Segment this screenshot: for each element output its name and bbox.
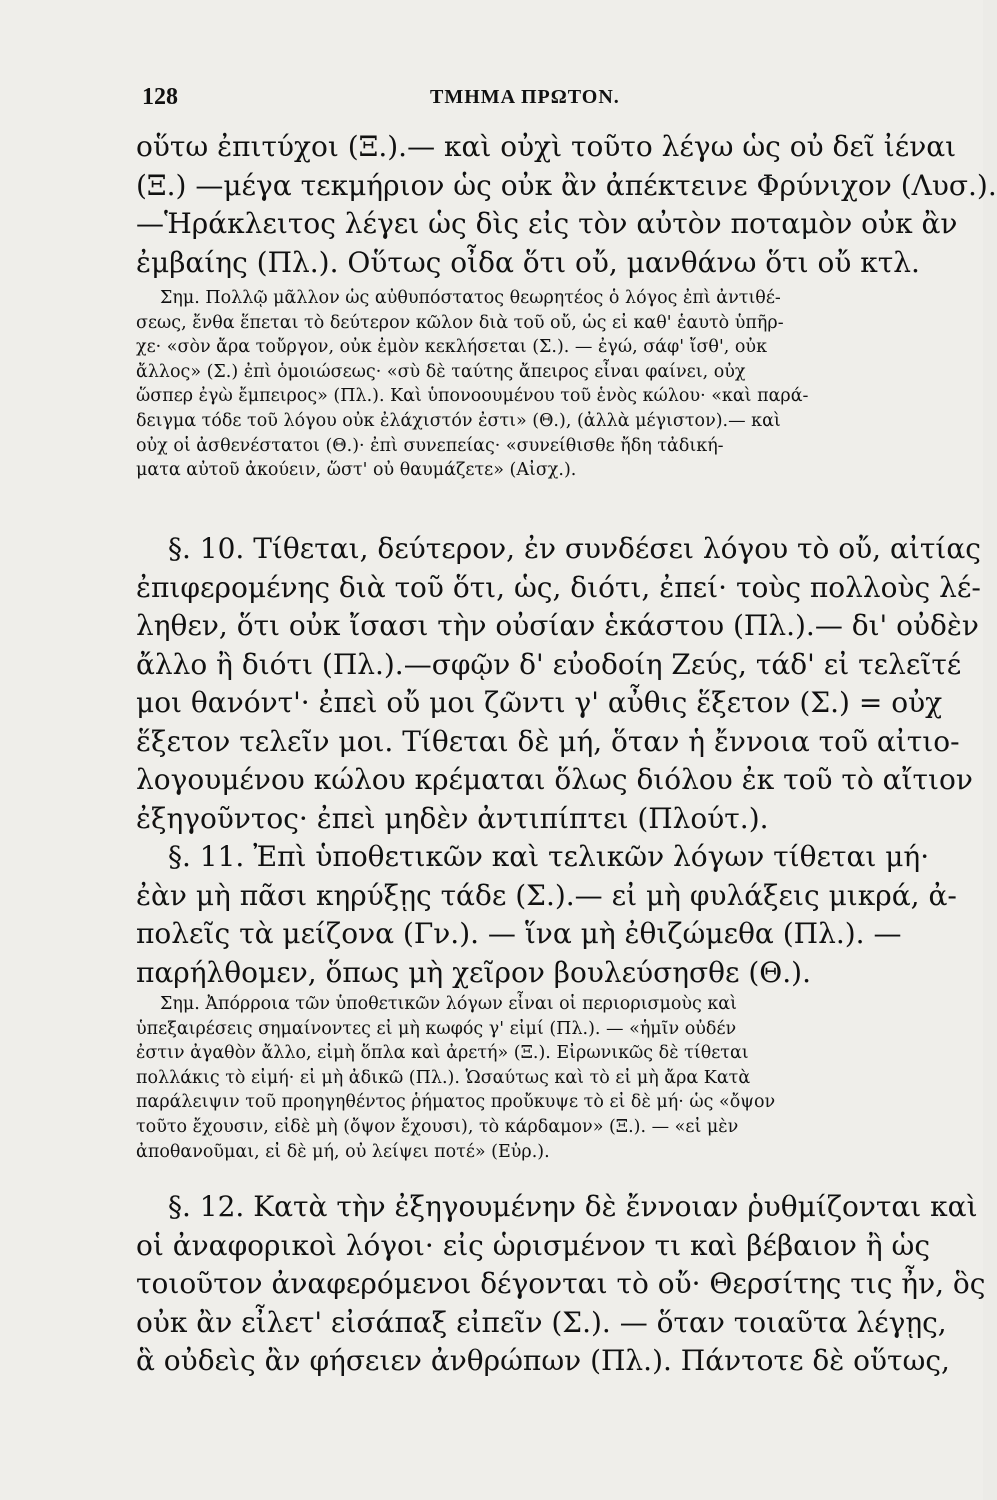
text-line: οὐκ ἂν εἶλετ' εἰσάπαξ εἰπεῖν (Σ.). — ὅταν τοιαῦτα λέγῃς, <box>136 1305 947 1339</box>
text-line: πολεῖς τὰ μείζονα (Γν.). — ἵνα μὴ ἐθιζώμεθα (Πλ.). — <box>136 917 902 950</box>
text-line: οἱ ἀναφορικοὶ λόγοι· εἰς ὡρισμένον τι καὶ βέβαιον ἢ ὡς <box>136 1228 931 1262</box>
page-number: 128 <box>142 84 178 110</box>
text-line: ἐὰν μὴ πᾶσι κηρύξῃς τάδε (Σ.).— εἰ μὴ φυλάξεις μικρά, ἀ- <box>136 878 957 912</box>
note-line: οὐχ οἱ ἀσθενέστατοι (Θ.)· ἐπὶ συνεπείας· «συνείθισθε ἤδη τἀδική- <box>136 435 724 456</box>
note-line: Σημ. Ἀπόρροια τῶν ὑποθετικῶν λόγων εἶναι οἱ περιορισμοὺς καὶ <box>160 994 737 1014</box>
text-line: τοιοῦτον ἀναφερόμενοι δέγονται τὸ οὔ· Θερσίτης τις ἦν, ὃς <box>136 1267 986 1300</box>
text-line: μοι θανόντ'· ἐπεὶ οὔ μοι ζῶντι γ' αὖθις ἕξετον (Σ.) = οὐχ <box>136 686 943 719</box>
note-line: ὑπεξαιρέσεις σημαίνοντες εἰ μὴ κωφός γ' εἰμί (Πλ.). — «ἡμῖν οὐδέν <box>136 1018 737 1039</box>
page-header <box>140 84 903 118</box>
text-line: ἄλλο ἢ διότι (Πλ.).—σφῷν δ' εὐοδοίη Ζεύς, τάδ' εἰ τελεῖτέ <box>136 647 962 681</box>
text-line: (Ξ.) —μέγα τεκμήριον ὡς οὐκ ἂν ἀπέκτεινε Φρύνιχον (Λυσ.). <box>136 168 997 202</box>
sections-10-11 <box>136 530 981 992</box>
running-title: ΤΜΗΜΑ ΠΡΩΤΟΝ. <box>430 86 620 108</box>
note-line: ἀποθανοῦμαι, εἰ δὲ μή, οὐ λείψει ποτέ» (Εὐρ.). <box>136 1141 550 1162</box>
section-10-heading-line: §. 10. Τίθεται, δεύτερον, ἐν συνδέσει λόγου τὸ οὔ, αἰτίας <box>168 532 981 565</box>
text-line: οὕτω ἐπιτύχοι (Ξ.).— καὶ οὐχὶ τοῦτο λέγω ὡς οὐ δεῖ ἰέναι <box>136 130 957 163</box>
note-line: παράλειψιν τοῦ προηγηθέντος ῥήματος προὔκυψε τὸ εἰ δὲ μή· ὡς «ὄψον <box>136 1092 776 1113</box>
note-2 <box>136 992 908 1164</box>
section-12 <box>136 1188 986 1381</box>
note-line: ἐστιν ἀγαθὸν ἄλλο, εἰμὴ ὅπλα καὶ ἀρετή» (Ξ.). Εἰρωνικῶς δὲ τίθεται <box>136 1043 749 1064</box>
text-line: παρήλθομεν, ὅπως μὴ χεῖρον βουλεύσησθε (Θ.). <box>136 955 811 989</box>
text-line: ἐμβαίης (Πλ.). Οὕτως οἶδα ὅτι οὔ, μανθάνω ὅτι οὔ κτλ. <box>136 245 920 279</box>
note-line: πολλάκις τὸ εἰμή· εἰ μὴ ἀδικῶ (Πλ.). Ὡσαύτως καὶ τὸ εἰ μὴ ἄρα Κατὰ <box>136 1067 751 1088</box>
note-line: ματα αὐτοῦ ἀκούειν, ὥστ' οὐ θαυμάζετε» (Αἰσχ.). <box>136 460 577 481</box>
text-line: —Ἡράκλειτος λέγει ὡς δὶς εἰς τὸν αὐτὸν ποταμὸν οὐκ ἂν <box>136 207 958 240</box>
note-line: τοῦτο ἔχουσιν, εἰδὲ μὴ (ὄψον ἔχουσι), τὸ κάρδαμον» (Ξ.). — «εἰ μὲν <box>136 1116 739 1137</box>
section-11-heading-line: §. 11. Ἐπὶ ὑποθετικῶν καὶ τελικῶν λόγων τίθεται μή· <box>168 840 930 873</box>
note-line: ὥσπερ ἐγὼ ἔμπειρος» (Πλ.). Καὶ ὑπονοουμένου τοῦ ἑνὸς κώλου· «καὶ παρά- <box>136 386 809 407</box>
note-line: Σημ. Πολλῷ μᾶλλον ὡς αὐθυπόστατος θεωρητέος ὁ λόγος ἐπὶ ἀντιθέ- <box>160 288 781 308</box>
note-line: ἄλλος» (Σ.) ἐπὶ ὁμοιώσεως· «σὺ δὲ ταύτης ἄπειρος εἶναι φαίνει, οὐχ <box>136 361 746 382</box>
note-line: δειγμα τόδε τοῦ λόγου οὐκ ἐλάχιστόν ἐστι» (Θ.), (ἀλλὰ μέγιστον).— καὶ <box>136 410 781 431</box>
note-line: χε· «σὸν ἄρα τοὔργον, οὐκ ἐμὸν κεκλήσεται (Σ.). — ἐγώ, σάφ' ἴσθ', οὐκ <box>136 337 768 358</box>
text-line: ἃ οὐδεὶς ἂν φήσειεν ἀνθρώπων (Πλ.). Πάντοτε δὲ οὕτως, <box>136 1344 950 1377</box>
text-line: ἐπιφερομένης διὰ τοῦ ὅτι, ὡς, διότι, ἐπεί· τοὺς πολλοὺς λέ- <box>136 570 981 604</box>
section-12-heading-line: §. 12. Κατὰ τὴν ἐξηγουμένην δὲ ἔννοιαν ῥυθμίζονται καὶ <box>168 1190 978 1223</box>
text-line: ἐξηγοῦντος· ἐπεὶ μηδὲν ἀντιπίπτει (Πλούτ.). <box>136 801 769 835</box>
text-line: λογουμένου κώλου κρέμαται ὅλως διόλου ἐκ τοῦ τὸ αἴτιον <box>136 763 973 796</box>
paragraph-continuation <box>136 128 997 282</box>
text-line: ληθεν, ὅτι οὐκ ἴσασι τὴν οὐσίαν ἑκάστου (Πλ.).— δι' οὐδὲν <box>136 609 979 642</box>
text-line: ἕξετον τελεῖν μοι. Τίθεται δὲ μή, ὅταν ἡ ἔννοια τοῦ αἰτιο- <box>136 724 960 758</box>
note-1 <box>136 286 908 483</box>
note-line: σεως, ἔνθα ἕπεται τὸ δεύτερον κῶλον διὰ τοῦ οὔ, ὡς εἰ καθ' ἑαυτὸ ὑπῆρ- <box>136 312 784 333</box>
